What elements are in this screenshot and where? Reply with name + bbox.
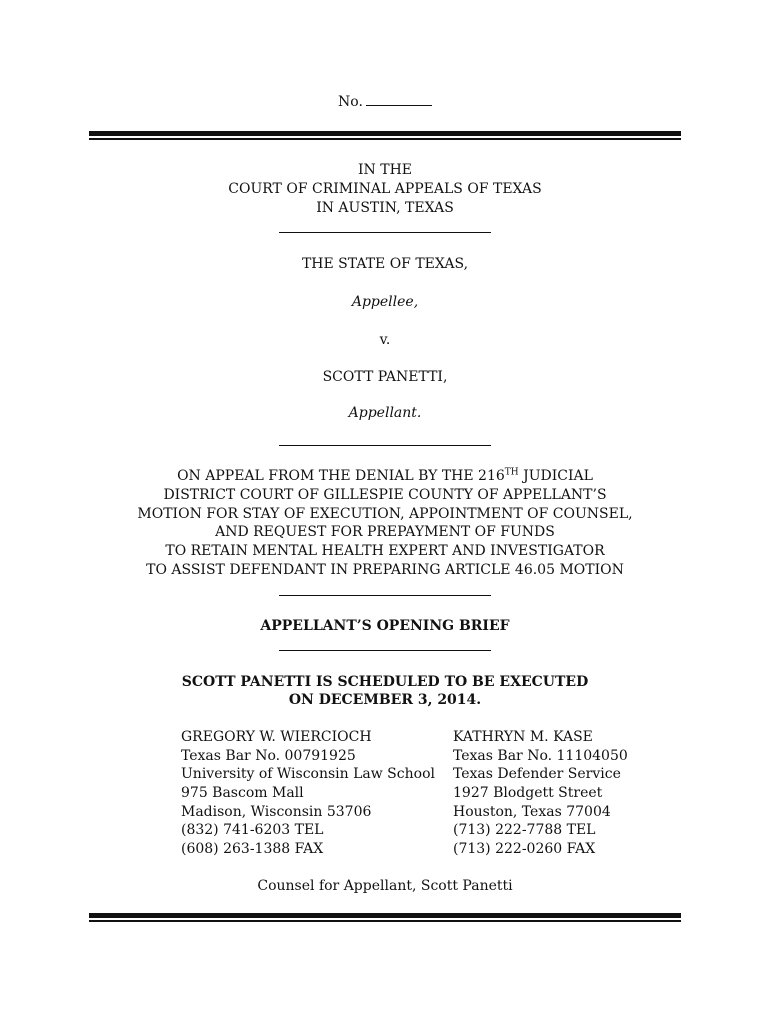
- counsel-left-tel: (832) 741-6203 TEL: [181, 822, 324, 839]
- appellee-name: THE STATE OF TEXAS,: [301, 256, 469, 272]
- counsel-right-bar: Texas Bar No. 11104050: [453, 747, 628, 764]
- counsel-left-org: University of Wisconsin Law School: [181, 766, 435, 783]
- counsel-left-bar: Texas Bar No. 00791925: [181, 747, 356, 764]
- counsel-right: [453, 728, 628, 859]
- counsel-left-fax: (608) 263-1388 FAX: [181, 841, 324, 858]
- counsel-right-city: Houston, Texas 77004: [453, 803, 611, 820]
- counsel-right-tel: (713) 222-7788 TEL: [453, 822, 596, 839]
- counsel-left: [181, 728, 435, 859]
- appeal-line-6: TO ASSIST DEFENDANT IN PREPARING ARTICLE 46.05 MOTION: [146, 562, 624, 578]
- case-number-blank: [366, 93, 432, 106]
- divider-title: [279, 650, 491, 651]
- counsel-left-name: GREGORY W. WIERCIOCH: [181, 729, 372, 745]
- case-number-label: No.: [338, 94, 363, 110]
- divider-court: [279, 232, 491, 233]
- counsel-footer: Counsel for Appellant, Scott Panetti: [257, 878, 513, 894]
- divider-appeal: [279, 595, 491, 596]
- execution-notice-line-2: ON DECEMBER 3, 2014.: [288, 692, 482, 708]
- case-number-line: [0, 93, 770, 112]
- court-location: IN AUSTIN, TEXAS: [316, 200, 454, 216]
- appeal-line-4: AND REQUEST FOR PREPAYMENT OF FUNDS: [215, 524, 555, 540]
- counsel-left-city: Madison, Wisconsin 53706: [181, 803, 372, 820]
- counsel-right-name: KATHRYN M. KASE: [453, 729, 593, 745]
- execution-notice-line-1: SCOTT PANETTI IS SCHEDULED TO BE EXECUTED: [181, 674, 589, 690]
- appeal-line-1: ON APPEAL FROM THE DENIAL BY THE 216TH JUDICIAL: [177, 467, 593, 484]
- versus: v.: [379, 332, 391, 348]
- bottom-double-rule: [89, 913, 681, 922]
- brief-title: APPELLANT’S OPENING BRIEF: [260, 618, 510, 634]
- court-name: COURT OF CRIMINAL APPEALS OF TEXAS: [228, 181, 542, 197]
- appeal-line-2: DISTRICT COURT OF GILLESPIE COUNTY OF APPELLANT’S: [163, 487, 607, 503]
- divider-parties: [279, 445, 491, 446]
- court-line-1: IN THE: [358, 162, 412, 178]
- appeal-line-5: TO RETAIN MENTAL HEALTH EXPERT AND INVESTIGATOR: [165, 543, 605, 559]
- top-double-rule: [89, 131, 681, 140]
- counsel-right-fax: (713) 222-0260 FAX: [453, 841, 596, 858]
- counsel-right-org: Texas Defender Service: [453, 766, 621, 783]
- appellant-role: Appellant.: [348, 405, 422, 421]
- counsel-left-street: 975 Bascom Mall: [181, 785, 304, 802]
- appellee-role: Appellee,: [351, 294, 419, 310]
- appellant-name: SCOTT PANETTI,: [322, 369, 448, 385]
- appeal-line-3: MOTION FOR STAY OF EXECUTION, APPOINTMENT OF COUNSEL,: [137, 506, 633, 522]
- counsel-right-street: 1927 Blodgett Street: [453, 785, 603, 802]
